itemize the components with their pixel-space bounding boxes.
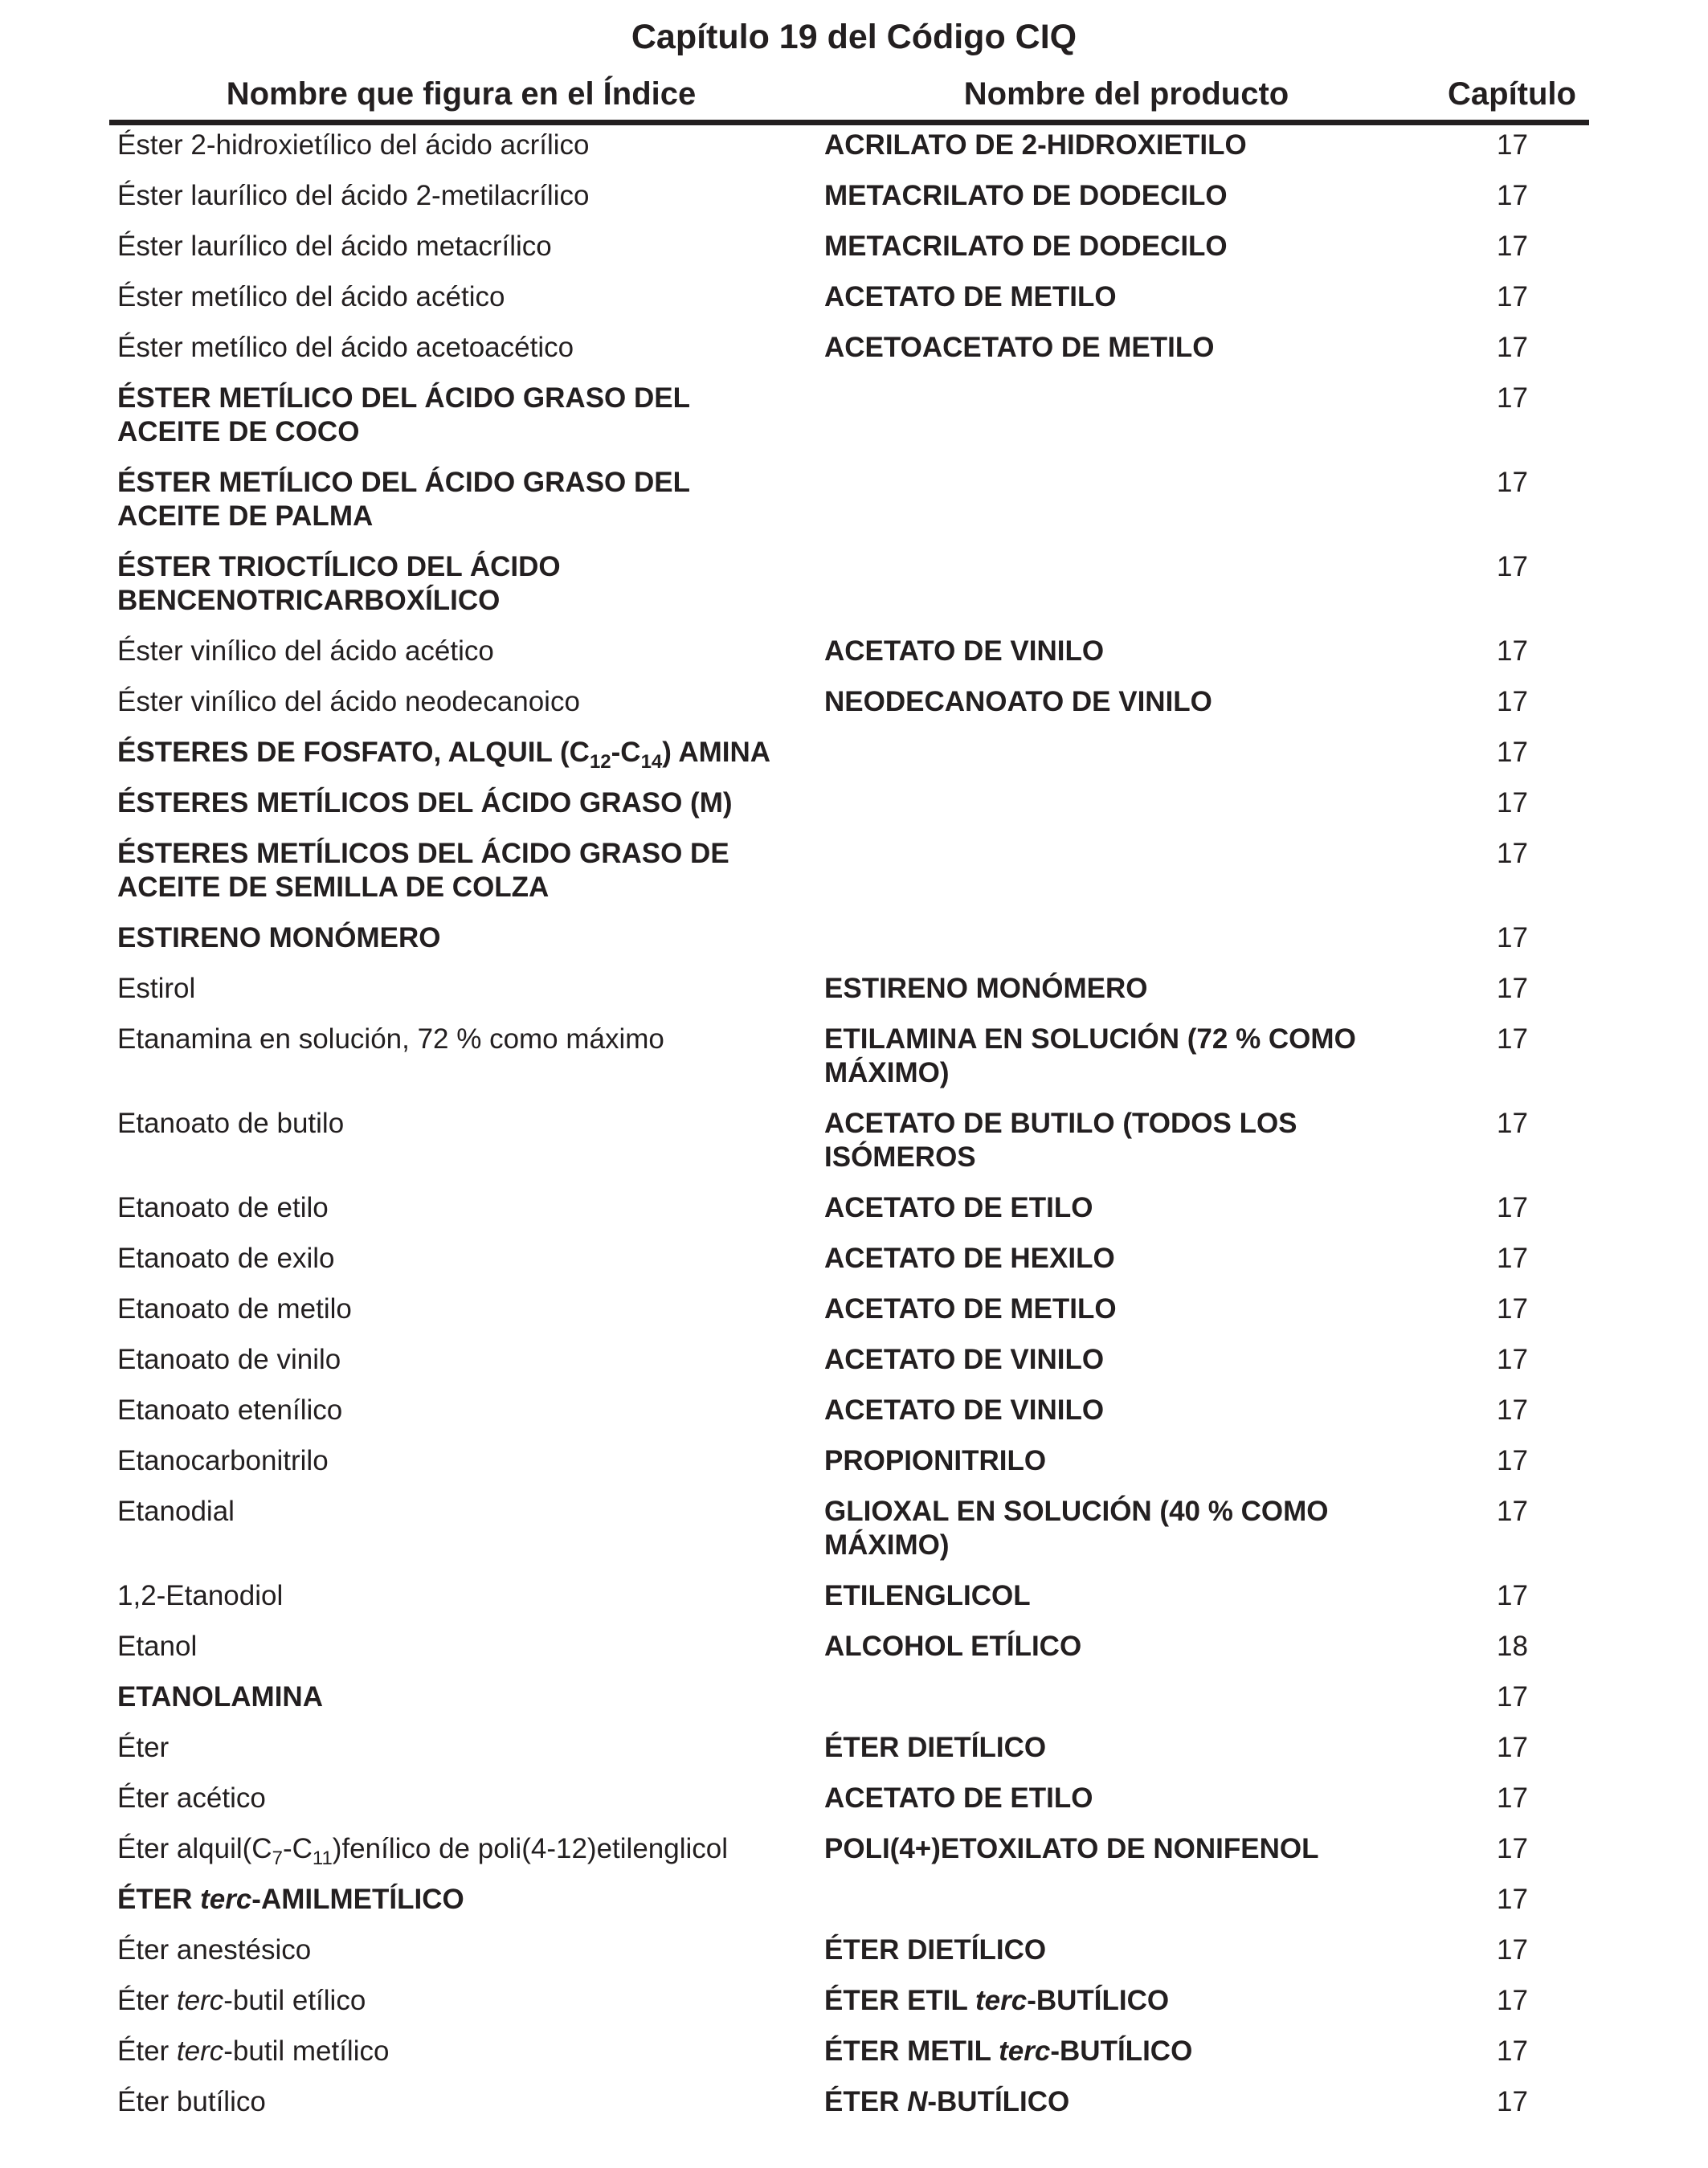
index-name-cell xyxy=(117,1680,784,1714)
product-name-text: -BUTÍLICO xyxy=(1027,1985,1170,2016)
product-name-cell xyxy=(824,1933,1403,1967)
chapter-cell: 17 xyxy=(1497,787,1528,819)
index-name-cell xyxy=(117,1883,784,1917)
index-name-cell xyxy=(117,179,784,213)
chapter-cell: 17 xyxy=(1497,180,1528,211)
table-row xyxy=(0,736,1708,773)
index-name-text: -butil metílico xyxy=(223,2035,390,2067)
chapter-cell: 17 xyxy=(1497,1934,1528,1966)
index-name-text: Estirol xyxy=(117,973,196,1004)
index-name-text: ÉSTER TRIOCTÍLICO DEL ÁCIDO BENCENOTRICARBOXÍLICO xyxy=(117,551,561,616)
chapter-cell: 17 xyxy=(1497,635,1528,667)
table-row xyxy=(0,1984,1708,2018)
index-name-text: Éster metílico del ácido acetoacético xyxy=(117,332,574,363)
index-name-cell xyxy=(117,736,784,773)
product-name-cell xyxy=(824,1495,1403,1562)
index-name-text: Éter anestésico xyxy=(117,1934,312,1966)
index-name-cell xyxy=(117,550,784,618)
index-name-cell xyxy=(117,1107,784,1141)
product-name-cell xyxy=(824,1191,1403,1225)
product-name-text: ACETATO DE ETILO xyxy=(824,1782,1093,1814)
index-name-text: ESTIRENO MONÓMERO xyxy=(117,922,441,953)
header-chapter: Capítulo xyxy=(1448,76,1576,112)
product-name-text: PROPIONITRILO xyxy=(824,1445,1047,1476)
product-name-text: ACETATO DE METILO xyxy=(824,281,1117,312)
index-name-text: 1,2-Etanodiol xyxy=(117,1580,284,1611)
chapter-cell: 17 xyxy=(1497,281,1528,312)
product-name-cell xyxy=(824,635,1403,668)
index-name-text: ÉSTERES METÍLICOS DEL ÁCIDO GRASO DE ACEITE DE SEMILLA DE COLZA xyxy=(117,838,729,903)
subscript: 7 xyxy=(272,1847,283,1869)
product-name-cell xyxy=(824,685,1403,719)
product-name-cell xyxy=(824,230,1403,263)
table-row xyxy=(0,972,1708,1006)
index-name-cell xyxy=(117,1242,784,1276)
table-row xyxy=(0,1343,1708,1377)
italic-text: terc xyxy=(200,1884,252,1915)
chapter-cell: 17 xyxy=(1497,467,1528,498)
index-name-text: ) AMINA xyxy=(662,737,771,768)
table-row xyxy=(0,921,1708,955)
index-name-cell xyxy=(117,331,784,365)
index-name-cell xyxy=(117,382,784,449)
italic-text: terc xyxy=(176,2035,224,2067)
index-name-text: Etanoato de exilo xyxy=(117,1243,335,1274)
subscript: 14 xyxy=(640,751,663,773)
index-name-cell xyxy=(117,2085,784,2119)
index-name-text: -AMILMETÍLICO xyxy=(251,1884,464,1915)
index-name-text: Éster laurílico del ácido 2-metilacrílico xyxy=(117,180,590,211)
index-name-text: Etanoato de etilo xyxy=(117,1192,329,1223)
page-title: Capítulo 19 del Código CIQ xyxy=(631,18,1077,56)
index-name-cell xyxy=(117,1933,784,1967)
table-row xyxy=(0,331,1708,365)
chapter-cell: 17 xyxy=(1497,1884,1528,1915)
product-name-text: METACRILATO DE DODECILO xyxy=(824,180,1228,211)
index-name-cell xyxy=(117,1444,784,1478)
product-name-text: NEODECANOATO DE VINILO xyxy=(824,686,1212,717)
italic-text: terc xyxy=(975,1985,1028,2016)
chapter-cell: 17 xyxy=(1497,1344,1528,1375)
product-name-text: ÉTER METIL xyxy=(824,2035,999,2067)
chapter-cell: 17 xyxy=(1497,922,1528,953)
product-name-text: METACRILATO DE DODECILO xyxy=(824,231,1228,262)
index-name-cell xyxy=(117,635,784,668)
chapter-cell: 17 xyxy=(1497,1108,1528,1139)
product-name-text: ACETATO DE VINILO xyxy=(824,1344,1105,1375)
index-name-cell xyxy=(117,837,784,904)
chapter-cell: 17 xyxy=(1497,973,1528,1004)
index-name-text: Éter xyxy=(117,2035,177,2067)
index-name-text: Éster laurílico del ácido metacrílico xyxy=(117,231,552,262)
index-name-text: Etanoato etenílico xyxy=(117,1394,343,1426)
chapter-cell: 17 xyxy=(1497,2086,1528,2117)
product-name-text: ACETATO DE VINILO xyxy=(824,1394,1105,1426)
chapter-cell: 17 xyxy=(1497,1293,1528,1325)
chapter-cell: 17 xyxy=(1497,737,1528,768)
index-name-text: )fenílico de poli(4-12)etilenglicol xyxy=(332,1833,729,1864)
index-name-cell xyxy=(117,972,784,1006)
table-row xyxy=(0,2085,1708,2119)
index-name-text: Etanoato de butilo xyxy=(117,1108,345,1139)
subscript: 12 xyxy=(589,751,611,773)
chapter-cell: 17 xyxy=(1497,1833,1528,1864)
product-name-text: ACETATO DE ETILO xyxy=(824,1192,1093,1223)
chapter-cell: 17 xyxy=(1497,551,1528,582)
table-row xyxy=(0,1680,1708,1714)
table-row xyxy=(0,1731,1708,1765)
table-row xyxy=(0,179,1708,213)
product-name-text: ACETOACETATO DE METILO xyxy=(824,332,1215,363)
index-name-cell xyxy=(117,1984,784,2018)
header-index-name: Nombre que figura en el Índice xyxy=(226,76,697,112)
product-name-text: ACETATO DE METILO xyxy=(824,1293,1117,1325)
table-row xyxy=(0,685,1708,719)
index-name-cell xyxy=(117,1731,784,1765)
index-name-cell xyxy=(117,466,784,533)
product-name-cell xyxy=(824,2035,1403,2068)
index-name-text: -butil etílico xyxy=(223,1985,366,2016)
product-name-text: ÉTER DIETÍLICO xyxy=(824,1934,1047,1966)
product-name-cell xyxy=(824,1394,1403,1427)
chapter-cell: 17 xyxy=(1497,231,1528,262)
index-name-text: Etanodial xyxy=(117,1496,235,1527)
product-name-cell xyxy=(824,2085,1403,2119)
chapter-cell: 17 xyxy=(1497,1023,1528,1055)
index-name-cell xyxy=(117,1394,784,1427)
table-row xyxy=(0,280,1708,314)
index-name-text: Éster vinílico del ácido acético xyxy=(117,635,494,667)
chapter-cell: 17 xyxy=(1497,1394,1528,1426)
product-name-cell xyxy=(824,1444,1403,1478)
chapter-cell: 17 xyxy=(1497,1580,1528,1611)
index-name-cell xyxy=(117,921,784,955)
index-name-text: ÉSTERES DE FOSFATO, ALQUIL (C xyxy=(117,737,590,768)
table-row xyxy=(0,129,1708,162)
table-row xyxy=(0,466,1708,533)
table-row xyxy=(0,1883,1708,1917)
chapter-cell: 17 xyxy=(1497,1681,1528,1713)
table-row xyxy=(0,1579,1708,1613)
table-row xyxy=(0,1242,1708,1276)
italic-text: N xyxy=(907,2086,928,2117)
header-product-name: Nombre del producto xyxy=(963,76,1289,112)
product-name-text: ÉTER ETIL xyxy=(824,1985,975,2016)
index-name-text: ÉSTER METÍLICO DEL ÁCIDO GRASO DEL ACEITE DE PALMA xyxy=(117,467,690,532)
table-row xyxy=(0,786,1708,820)
product-name-cell xyxy=(824,1292,1403,1326)
product-name-text: ÉTER DIETÍLICO xyxy=(824,1732,1047,1763)
italic-text: terc xyxy=(176,1985,224,2016)
table-row xyxy=(0,1630,1708,1664)
table-row xyxy=(0,1292,1708,1326)
italic-text: terc xyxy=(999,2035,1051,2067)
product-name-text: GLIOXAL EN SOLUCIÓN (40 % COMO MÁXIMO) xyxy=(824,1496,1329,1561)
product-name-cell xyxy=(824,1984,1403,2018)
product-name-cell xyxy=(824,1731,1403,1765)
index-name-cell xyxy=(117,1832,784,1869)
index-name-cell xyxy=(117,1782,784,1815)
table-body xyxy=(0,129,1708,2136)
product-name-text: -BUTÍLICO xyxy=(1050,2035,1193,2067)
index-name-text: Etanol xyxy=(117,1631,198,1662)
product-name-text: ÉTER xyxy=(824,2086,908,2117)
chapter-cell: 17 xyxy=(1497,838,1528,869)
chapter-cell: 17 xyxy=(1497,1445,1528,1476)
index-name-text: Éter acético xyxy=(117,1782,266,1814)
table-row xyxy=(0,1394,1708,1427)
chapter-cell: 18 xyxy=(1497,1631,1528,1662)
index-name-cell xyxy=(117,1495,784,1529)
product-name-cell xyxy=(824,1023,1403,1090)
product-name-text: POLI(4+)ETOXILATO DE NONIFENOL xyxy=(824,1833,1319,1864)
index-name-text: ETANOLAMINA xyxy=(117,1681,323,1713)
index-name-text: Éster vinílico del ácido neodecanoico xyxy=(117,686,580,717)
subscript: 11 xyxy=(312,1847,333,1869)
product-name-text: ACRILATO DE 2-HIDROXIETILO xyxy=(824,129,1247,161)
index-name-text: Éter xyxy=(117,1985,177,2016)
table-header xyxy=(0,67,1708,120)
index-name-cell xyxy=(117,1292,784,1326)
table-row xyxy=(0,1107,1708,1174)
chapter-cell: 17 xyxy=(1497,686,1528,717)
index-name-cell xyxy=(117,1579,784,1613)
index-name-text: -C xyxy=(611,737,641,768)
chapter-cell: 17 xyxy=(1497,332,1528,363)
product-name-cell xyxy=(824,1107,1403,1174)
product-name-text: ALCOHOL ETÍLICO xyxy=(824,1631,1082,1662)
index-name-text: Etanocarbonitrilo xyxy=(117,1445,329,1476)
product-name-text: ACETATO DE HEXILO xyxy=(824,1243,1115,1274)
index-name-text: Éster 2-hidroxietílico del ácido acrílico xyxy=(117,129,590,161)
product-name-cell xyxy=(824,1343,1403,1377)
product-name-text: ETILAMINA EN SOLUCIÓN (72 % COMO MÁXIMO) xyxy=(824,1023,1356,1088)
index-name-text: Éster metílico del ácido acético xyxy=(117,281,505,312)
header-rule xyxy=(109,120,1589,125)
index-name-cell xyxy=(117,1343,784,1377)
chapter-cell: 17 xyxy=(1497,1732,1528,1763)
index-name-cell xyxy=(117,1023,784,1056)
chapter-cell: 17 xyxy=(1497,1496,1528,1527)
chapter-cell: 17 xyxy=(1497,2035,1528,2067)
table-row xyxy=(0,382,1708,449)
index-name-text: Éter alquil(C xyxy=(117,1833,272,1864)
chapter-cell: 17 xyxy=(1497,129,1528,161)
product-name-text: ESTIRENO MONÓMERO xyxy=(824,973,1148,1004)
index-name-cell xyxy=(117,685,784,719)
product-name-text: -BUTÍLICO xyxy=(927,2086,1070,2117)
index-name-cell xyxy=(117,280,784,314)
index-name-text: Etanoato de vinilo xyxy=(117,1344,341,1375)
index-name-text: ÉSTER METÍLICO DEL ÁCIDO GRASO DEL ACEITE DE COCO xyxy=(117,382,690,447)
product-name-text: ACETATO DE BUTILO (TODOS LOS ISÓMEROS xyxy=(824,1108,1297,1173)
index-name-text: ÉSTERES METÍLICOS DEL ÁCIDO GRASO (M) xyxy=(117,787,733,819)
product-name-cell xyxy=(824,1782,1403,1815)
table-row xyxy=(0,1933,1708,1967)
table-row xyxy=(0,1191,1708,1225)
index-name-cell xyxy=(117,230,784,263)
table-row xyxy=(0,550,1708,618)
product-name-cell xyxy=(824,331,1403,365)
index-name-cell xyxy=(117,2035,784,2068)
chapter-cell: 17 xyxy=(1497,382,1528,414)
table-row xyxy=(0,1495,1708,1562)
table-row xyxy=(0,1832,1708,1869)
index-name-text: -C xyxy=(282,1833,313,1864)
index-name-cell xyxy=(117,1191,784,1225)
chapter-cell: 17 xyxy=(1497,1243,1528,1274)
table-row xyxy=(0,1444,1708,1478)
index-name-text: Éter xyxy=(117,1732,170,1763)
chapter-cell: 17 xyxy=(1497,1192,1528,1223)
table-row xyxy=(0,1782,1708,1815)
product-name-cell xyxy=(824,972,1403,1006)
chapter-cell: 17 xyxy=(1497,1782,1528,1814)
table-row xyxy=(0,230,1708,263)
index-name-text: Etanamina en solución, 72 % como máximo xyxy=(117,1023,664,1055)
product-name-cell xyxy=(824,1579,1403,1613)
product-name-cell xyxy=(824,1832,1403,1866)
product-name-text: ETILENGLICOL xyxy=(824,1580,1031,1611)
product-name-cell xyxy=(824,129,1403,162)
index-name-cell xyxy=(117,786,784,820)
product-name-cell xyxy=(824,179,1403,213)
product-name-cell xyxy=(824,1242,1403,1276)
product-name-text: ACETATO DE VINILO xyxy=(824,635,1105,667)
index-name-text: Éter butílico xyxy=(117,2086,266,2117)
table-row xyxy=(0,635,1708,668)
table-row xyxy=(0,1023,1708,1090)
index-name-text: Etanoato de metilo xyxy=(117,1293,352,1325)
index-name-text: ÉTER xyxy=(117,1884,201,1915)
index-name-cell xyxy=(117,129,784,162)
index-name-cell xyxy=(117,1630,784,1664)
table-row xyxy=(0,837,1708,904)
table-row xyxy=(0,2035,1708,2068)
chapter-cell: 17 xyxy=(1497,1985,1528,2016)
product-name-cell xyxy=(824,280,1403,314)
product-name-cell xyxy=(824,1630,1403,1664)
